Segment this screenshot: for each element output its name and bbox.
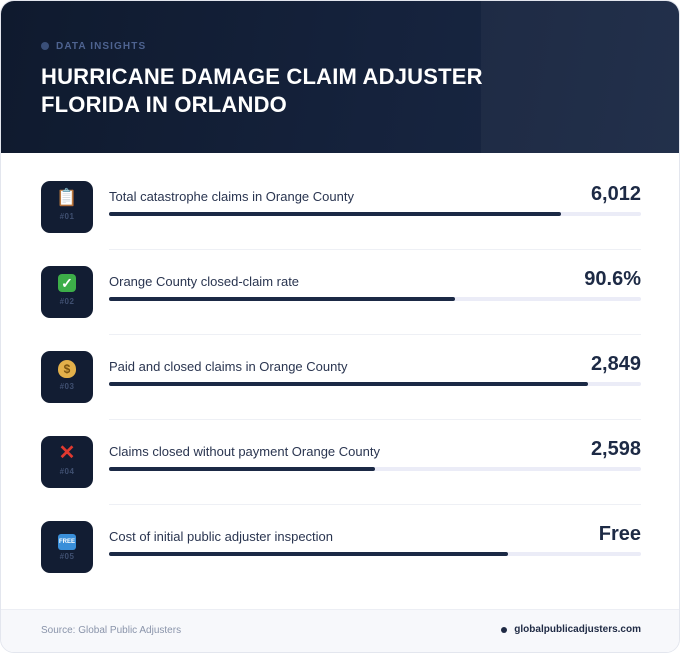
eyebrow	[41, 39, 146, 53]
free-icon: FREE	[58, 534, 76, 550]
row-label: Orange County closed-claim rate	[109, 274, 300, 289]
stat-row-1	[41, 181, 641, 233]
row-value: 90.6%	[584, 268, 641, 290]
title-line-1: HURRICANE DAMAGE CLAIM ADJUSTER	[41, 64, 483, 89]
title-line-2: FLORIDA IN ORLANDO	[41, 92, 287, 117]
icon-tile	[41, 436, 93, 488]
bar-fill	[109, 297, 455, 301]
bar-fill	[109, 467, 375, 471]
icon-tile	[41, 351, 93, 403]
row-index: #05	[59, 552, 75, 561]
icon-tile	[41, 521, 93, 573]
check-mark-icon: ✓	[58, 274, 76, 292]
header	[1, 1, 680, 153]
source-note: Source: Global Public Adjusters	[41, 625, 182, 636]
eyebrow-dot-icon	[41, 42, 49, 50]
bar-fill	[109, 212, 561, 216]
page-title	[41, 63, 561, 119]
row-divider	[109, 249, 641, 250]
site-link[interactable]	[501, 624, 641, 635]
row-value: 2,849	[590, 353, 641, 375]
row-divider	[109, 504, 641, 505]
clipboard-icon: 📋	[56, 188, 78, 207]
row-value: 2,598	[590, 438, 641, 460]
site-url[interactable]: globalpublicadjusters.com	[514, 624, 641, 635]
row-divider	[109, 334, 641, 335]
stat-row-4	[41, 436, 641, 488]
row-index: #02	[59, 297, 75, 306]
stat-row-5	[41, 521, 641, 573]
row-label: Paid and closed claims in Orange County	[109, 359, 348, 374]
icon-tile	[41, 266, 93, 318]
footer	[1, 609, 680, 653]
bar-track	[109, 467, 641, 471]
cross-mark-icon: ✕	[58, 442, 76, 464]
icon-tile	[41, 181, 93, 233]
row-label: Claims closed without payment Orange County	[109, 444, 380, 459]
row-value: Free	[598, 523, 641, 545]
bullet-dot-icon	[501, 627, 507, 633]
row-value: 6,012	[590, 183, 641, 205]
row-label: Total catastrophe claims in Orange County	[109, 189, 354, 204]
bar-track	[109, 552, 641, 556]
bar-fill	[109, 552, 508, 556]
bar-track	[109, 382, 641, 386]
row-index: #04	[59, 467, 75, 476]
money-bag-icon: $	[58, 360, 76, 378]
row-divider	[109, 419, 641, 420]
row-label: Cost of initial public adjuster inspection	[109, 529, 334, 544]
bar-fill	[109, 382, 588, 386]
row-index: #03	[59, 382, 75, 391]
bar-track	[109, 212, 641, 216]
bar-track	[109, 297, 641, 301]
eyebrow-label: DATA INSIGHTS	[56, 40, 147, 52]
row-index: #01	[59, 212, 75, 221]
stat-row-3	[41, 351, 641, 403]
stat-row-2	[41, 266, 641, 318]
